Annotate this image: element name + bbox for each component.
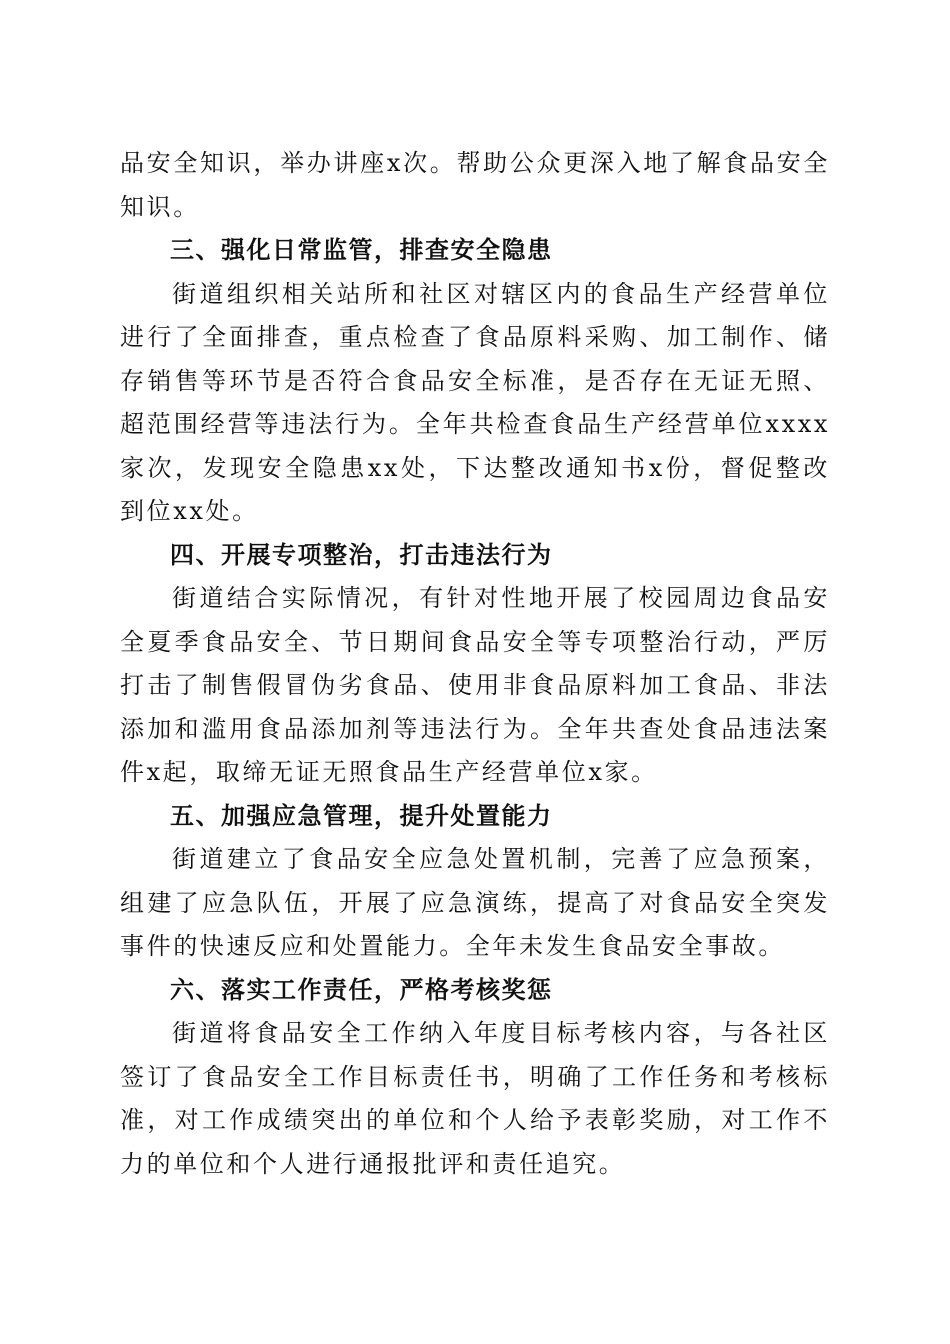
section-heading-3: 三、强化日常监管，排查安全隐患	[170, 236, 553, 264]
section-body-5: 街道建立了食品安全应急处置机制，完善了应急预案，组建了应急队伍，开展了应急演练，提高了对食品安全突发事件的快速反应和处置能力。全年未发生食品安全事故。	[120, 845, 830, 960]
section-body-6: 街道将食品安全工作纳入年度目标考核内容，与各社区签订了食品安全工作目标责任书，明确了工作任务和考核标准，对工作成绩突出的单位和个人给予表彰奖励，对工作不力的单位和个人进行通报批评和责任追究。	[120, 1019, 830, 1178]
intro-paragraph: 品安全知识，举办讲座x次。帮助公众更深入地了解食品安全知识。	[120, 149, 830, 221]
section-heading-5: 五、加强应急管理，提升处置能力	[170, 801, 553, 830]
section-heading-4: 四、开展专项整治，打击违法行为	[170, 540, 553, 569]
section-heading-6: 六、落实工作责任，严格考核奖惩	[170, 975, 553, 1004]
section-body-3: 街道组织相关站所和社区对辖区内的食品生产经营单位进行了全面排查，重点检查了食品原料采购、加工制作、储存销售等环节是否符合食品安全标准，是否存在无证无照、超范围经营等违法行为。全年共检查食品生产经营单位xxxx家次，发现安全隐患xx处，下达整改通知书x份，督促整改到位xx处。	[120, 279, 830, 525]
document-page	[120, 142, 830, 1186]
section-body-4: 街道结合实际情况，有针对性地开展了校园周边食品安全夏季食品安全、节日期间食品安全等专项整治行动，严厉打击了制售假冒伪劣食品、使用非食品原料加工食品、非法添加和滥用食品添加剂等违法行为。全年共查处食品违法案件x起，取缔无证无照食品生产经营单位x家。	[120, 584, 830, 786]
